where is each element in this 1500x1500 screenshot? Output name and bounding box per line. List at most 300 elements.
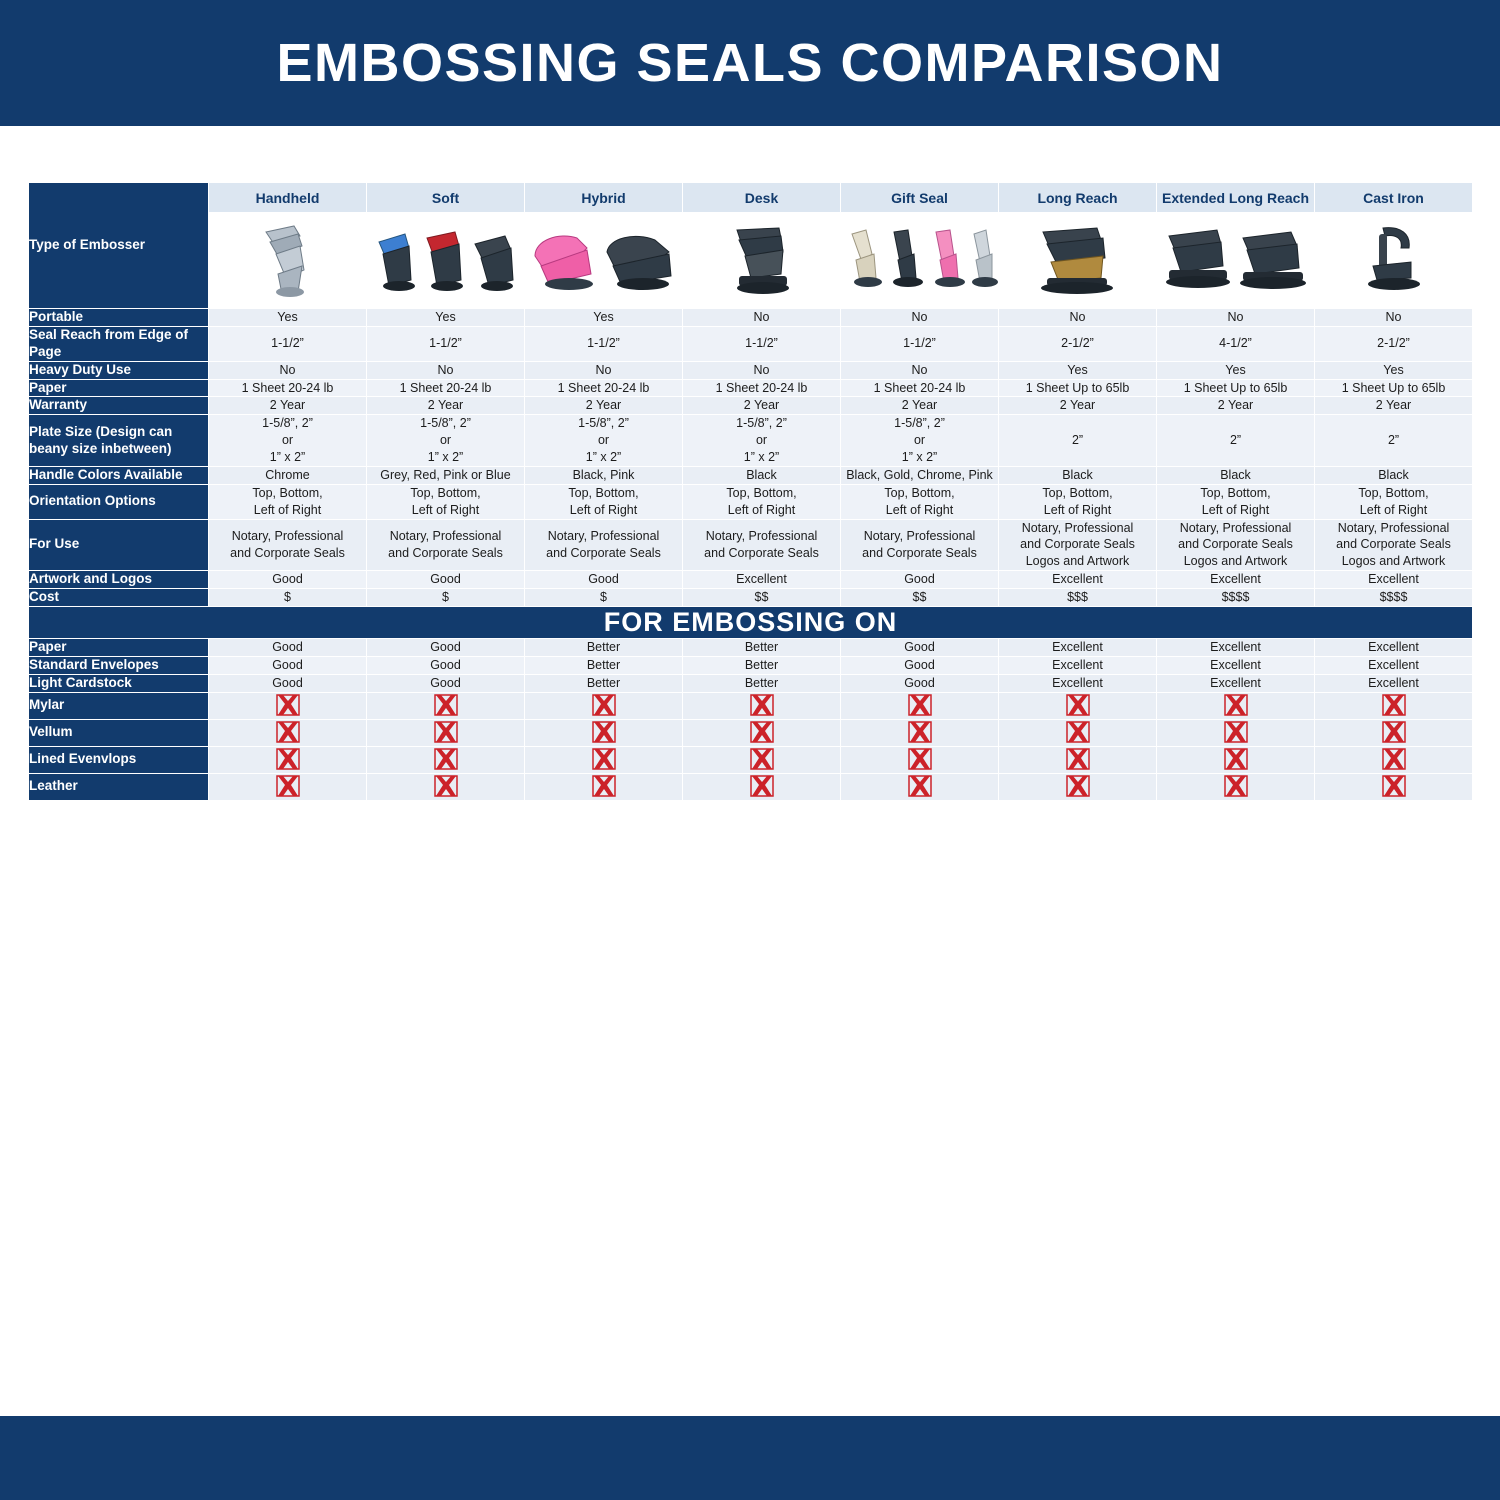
cell-line: 2” [1387,433,1400,448]
table-cell [209,674,367,692]
cell-line: Black [1378,467,1409,482]
table-cell-unsupported [683,773,841,800]
cell-line: Notary, Professional [863,528,976,543]
table-cell-unsupported [1157,773,1315,800]
table-cell [1315,484,1473,519]
table-cell [209,361,367,379]
table-cell [683,397,841,415]
row-label: Plate Size (Design can beany size inbetween) [29,415,209,467]
cell-line: or [913,433,926,448]
table-cell-unsupported [209,719,367,746]
table-cell [1157,326,1315,361]
cell-line: Good [430,639,461,654]
table-cell-unsupported [367,746,525,773]
table-cell-unsupported [999,719,1157,746]
cell-line: Black, Gold, Chrome, Pink [846,467,993,482]
table-cell-unsupported [841,773,999,800]
x-mark-icon [1065,720,1091,746]
x-mark-icon [1223,693,1249,719]
table-cell [1315,674,1473,692]
cell-line: Good [430,675,461,690]
table-cell [525,656,683,674]
cell-line: Notary, Professional [231,528,344,543]
cell-line: Yes [593,310,614,324]
row-label: Warranty [29,397,209,415]
x-mark-icon [907,747,933,773]
cell-line: Excellent [736,572,787,587]
cell-line: Left of Right [1043,502,1112,517]
cell-line: Grey, Red, Pink or Blue [380,467,511,482]
cell-line: No [911,310,928,324]
row-label: Portable [29,309,209,327]
cell-line: Top, Bottom, [410,485,481,500]
cell-line: Left of Right [253,502,322,517]
cell-line: 2” [1229,433,1242,448]
table-cell [525,466,683,484]
long-reach-embosser-icon [1023,222,1133,300]
column-header-7: Cast Iron [1315,183,1473,213]
cell-line: 1-1/2” [587,336,620,351]
table-row [29,571,1473,589]
cell-line: 1 Sheet Up to 65lb [1025,380,1130,395]
row-label: Mylar [29,692,209,719]
cell-line: Excellent [1052,675,1103,690]
cell-line: $ [284,590,291,604]
content-area [0,130,1500,1412]
cell-line: Good [904,675,935,690]
table-cell [999,519,1157,571]
table-cell [841,571,999,589]
cell-line: $$ [912,590,927,604]
table-row [29,692,1473,719]
row-label: Standard Envelopes [29,656,209,674]
table-cell-unsupported [999,692,1157,719]
table-row [29,674,1473,692]
cell-line: Better [744,675,779,690]
cell-line: 1-5/8”, 2” [420,416,471,431]
table-cell [841,326,999,361]
table-row [29,656,1473,674]
soft-embosser-icon [371,222,521,300]
footer-divider [0,1412,1500,1416]
cell-line: 1” x 2” [269,450,306,464]
table-cell-unsupported [1157,692,1315,719]
cell-line: or [597,433,610,448]
x-mark-icon [275,720,301,746]
cell-line: Better [586,675,621,690]
cell-line: or [281,433,294,448]
cell-line: Top, Bottom, [252,485,323,500]
cell-line: 1-5/8”, 2” [736,416,787,431]
cell-line: Left of Right [1359,502,1428,517]
table-cell [367,361,525,379]
table-cell [1315,589,1473,607]
table-cell-unsupported [209,746,367,773]
cell-line: Excellent [1052,572,1103,587]
table-cell [209,309,367,327]
cell-line: 2 Year [427,398,464,413]
table-cell-unsupported [683,692,841,719]
cell-line: 1 Sheet 20-24 lb [399,380,492,395]
embosser-image-cell-7 [1315,213,1473,309]
cell-line: or [755,433,768,448]
table-cell [999,309,1157,327]
page-header [0,0,1500,126]
table-row [29,466,1473,484]
cell-line: $$$$ [1379,590,1408,604]
cell-line: Top, Bottom, [568,485,639,500]
table-row [29,415,1473,467]
table-cell [525,571,683,589]
cell-line: 1” x 2” [427,450,464,464]
cell-line: No [753,362,770,377]
row-label-type-of-embosser: Type of Embosser [29,183,209,309]
table-cell-unsupported [525,692,683,719]
cell-line: Better [744,639,779,654]
cell-line: Excellent [1368,657,1419,672]
cell-line: Excellent [1368,572,1419,587]
row-label: Paper [29,638,209,656]
column-header-0: Handheld [209,183,367,213]
cell-line: Good [272,639,303,654]
cell-line: 2 Year [269,398,306,413]
table-cell [841,519,999,571]
table-row [29,361,1473,379]
table-cell [1157,361,1315,379]
table-row [29,773,1473,800]
cell-line: Yes [1225,362,1246,377]
x-mark-icon [433,747,459,773]
table-cell-unsupported [367,692,525,719]
x-mark-icon [749,747,775,773]
table-cell [683,415,841,467]
page-title: EMBOSSING SEALS COMPARISON [276,33,1224,93]
cell-line: 1 Sheet 20-24 lb [873,380,966,395]
embosser-image-cell-4 [841,213,999,309]
table-cell [1157,638,1315,656]
table-cell [525,361,683,379]
table-cell [1157,379,1315,397]
table-cell [367,484,525,519]
cell-line: 1 Sheet Up to 65lb [1183,380,1288,395]
table-cell-unsupported [1315,773,1473,800]
cell-line: Yes [1067,362,1088,377]
cell-line: 2 Year [901,398,938,413]
table-cell [367,397,525,415]
cell-line: Notary, Professional [705,528,818,543]
table-cell [1157,466,1315,484]
cell-line: 1-5/8”, 2” [262,416,313,431]
row-label: Vellum [29,719,209,746]
table-cell [841,415,999,467]
table-cell [209,519,367,571]
table-cell [1157,656,1315,674]
cell-line: Better [744,657,779,672]
table-cell [1157,415,1315,467]
cell-line: Left of Right [727,502,796,517]
cell-line: Better [586,657,621,672]
table-cell-unsupported [1315,719,1473,746]
embosser-image-cell-2 [525,213,683,309]
column-header-5: Long Reach [999,183,1157,213]
table-cell [683,309,841,327]
row-label: Cost [29,589,209,607]
table-cell [525,638,683,656]
x-mark-icon [1223,720,1249,746]
table-cell [999,571,1157,589]
table-cell-unsupported [1157,746,1315,773]
x-mark-icon [275,747,301,773]
table-cell-unsupported [525,746,683,773]
table-cell [841,397,999,415]
table-cell [999,379,1157,397]
cell-line: Excellent [1052,657,1103,672]
table-cell [1315,326,1473,361]
table-cell [209,466,367,484]
row-label: For Use [29,519,209,571]
cell-line: Better [586,639,621,654]
table-cell [1157,309,1315,327]
x-mark-icon [749,774,775,800]
table-cell-unsupported [841,719,999,746]
x-mark-icon [591,747,617,773]
cell-line: 2” [1071,433,1084,448]
table-cell [1315,379,1473,397]
hybrid-embosser-icon [529,222,679,300]
table-cell [1315,638,1473,656]
cell-line: and Corporate Seals [388,545,503,560]
cell-line: No [911,362,928,377]
table-cell [367,519,525,571]
cell-line: 1 Sheet 20-24 lb [241,380,334,395]
cell-line: and Corporate Seals [1336,537,1451,552]
table-cell-unsupported [209,692,367,719]
x-mark-icon [749,720,775,746]
cell-line: No [1227,310,1244,324]
table-cell-unsupported [525,773,683,800]
cell-line: and Corporate Seals [862,545,977,560]
cell-line: 2 Year [743,398,780,413]
cell-line: Chrome [265,467,310,482]
x-mark-icon [1381,774,1407,800]
table-cell [367,674,525,692]
cell-line: Yes [435,310,456,324]
table-cell [525,589,683,607]
table-cell-unsupported [1157,719,1315,746]
table-row [29,326,1473,361]
table-cell [999,361,1157,379]
cell-line: Good [588,572,619,587]
x-mark-icon [275,693,301,719]
table-row [29,589,1473,607]
table-cell [999,484,1157,519]
cell-line: Good [904,639,935,654]
row-label: Orientation Options [29,484,209,519]
table-cell-unsupported [999,773,1157,800]
table-cell [683,484,841,519]
x-mark-icon [591,693,617,719]
cell-line: Logos and Artwork [1025,554,1130,569]
table-cell [1157,674,1315,692]
cell-line: $ [442,590,449,604]
cell-line: 2-1/2” [1377,336,1410,351]
cell-line: 1 Sheet 20-24 lb [715,380,808,395]
cell-line: Top, Bottom, [1200,485,1271,500]
cell-line: Excellent [1210,675,1261,690]
cell-line: Good [430,657,461,672]
table-cell-unsupported [209,773,367,800]
cell-line: 1” x 2” [743,450,780,464]
table-cell [367,309,525,327]
cell-line: $$$ [1067,590,1088,604]
table-cell [999,415,1157,467]
cell-line: Good [272,572,303,587]
cell-line: Top, Bottom, [884,485,955,500]
table-cell-unsupported [683,746,841,773]
x-mark-icon [1223,747,1249,773]
cell-line: No [1069,310,1086,324]
cell-line: $ [600,590,607,604]
cell-line: No [753,310,770,324]
table-row [29,484,1473,519]
x-mark-icon [1381,693,1407,719]
table-cell [1315,519,1473,571]
cell-line: and Corporate Seals [704,545,819,560]
table-cell [1157,484,1315,519]
x-mark-icon [591,774,617,800]
table-cell [841,656,999,674]
table-cell [683,638,841,656]
table-cell [841,379,999,397]
gift-seal-embosser-icon [842,222,998,300]
cell-line: and Corporate Seals [230,545,345,560]
table-cell-unsupported [367,719,525,746]
cell-line: Left of Right [569,502,638,517]
table-cell [1315,415,1473,467]
row-label: Artwork and Logos [29,571,209,589]
x-mark-icon [1223,774,1249,800]
x-mark-icon [907,774,933,800]
table-cell [1157,519,1315,571]
cell-line: Excellent [1210,639,1261,654]
cell-line: and Corporate Seals [1020,537,1135,552]
table-row [29,519,1473,571]
cell-line: Black [1220,467,1251,482]
section-banner-row [29,606,1473,638]
table-cell [1315,571,1473,589]
table-cell [209,326,367,361]
table-cell [367,638,525,656]
cell-line: Black, Pink [572,467,635,482]
x-mark-icon [1065,774,1091,800]
cell-line: Excellent [1368,675,1419,690]
table-cell [683,571,841,589]
row-label: Handle Colors Available [29,466,209,484]
cell-line: 2 Year [1217,398,1254,413]
x-mark-icon [275,774,301,800]
cell-line: Left of Right [885,502,954,517]
cell-line: 1-1/2” [903,336,936,351]
table-cell [683,589,841,607]
desk-embosser-icon [719,222,805,300]
cell-line: Yes [277,310,298,324]
table-cell [367,589,525,607]
cell-line: 1-1/2” [429,336,462,351]
x-mark-icon [1381,720,1407,746]
table-cell-unsupported [1315,692,1473,719]
row-label: Seal Reach from Edge of Page [29,326,209,361]
table-header-row [29,183,1473,213]
table-cell [1157,397,1315,415]
cell-line: No [595,362,612,377]
x-mark-icon [1381,747,1407,773]
cell-line: and Corporate Seals [546,545,661,560]
table-cell [683,656,841,674]
table-cell [525,674,683,692]
cell-line: $$$$ [1221,590,1250,604]
table-cell [841,589,999,607]
cell-line: 1 Sheet 20-24 lb [557,380,650,395]
cell-line: Notary, Professional [547,528,660,543]
row-label: Heavy Duty Use [29,361,209,379]
cell-line: 1-5/8”, 2” [578,416,629,431]
column-header-6: Extended Long Reach [1157,183,1315,213]
x-mark-icon [749,693,775,719]
table-cell [841,638,999,656]
column-header-2: Hybrid [525,183,683,213]
table-cell [367,326,525,361]
cell-line: Good [904,572,935,587]
table-cell [525,415,683,467]
table-cell [209,589,367,607]
cell-line: Notary, Professional [389,528,502,543]
x-mark-icon [1065,693,1091,719]
cell-line: Excellent [1210,657,1261,672]
column-header-1: Soft [367,183,525,213]
row-label: Paper [29,379,209,397]
cell-line: Good [272,657,303,672]
table-cell [1315,656,1473,674]
table-cell-unsupported [1315,746,1473,773]
table-row [29,638,1473,656]
table-cell [841,466,999,484]
cell-line: Good [904,657,935,672]
table-cell [209,379,367,397]
table-cell-unsupported [683,719,841,746]
table-cell [999,326,1157,361]
table-cell [367,379,525,397]
cell-line: Excellent [1368,639,1419,654]
cell-line: No [1385,310,1402,324]
table-cell [999,638,1157,656]
embosser-image-cell-1 [367,213,525,309]
cell-line: Notary, Professional [1021,520,1134,535]
cell-line: 1 Sheet Up to 65lb [1341,380,1446,395]
table-cell [525,484,683,519]
table-cell [209,415,367,467]
x-mark-icon [591,720,617,746]
table-cell [367,571,525,589]
cell-line: 1” x 2” [585,450,622,464]
table-cell [209,656,367,674]
column-header-4: Gift Seal [841,183,999,213]
table-cell-unsupported [841,746,999,773]
x-mark-icon [433,693,459,719]
table-cell-unsupported [367,773,525,800]
table-cell [999,589,1157,607]
cell-line: Yes [1383,362,1404,377]
cell-line: 2 Year [585,398,622,413]
